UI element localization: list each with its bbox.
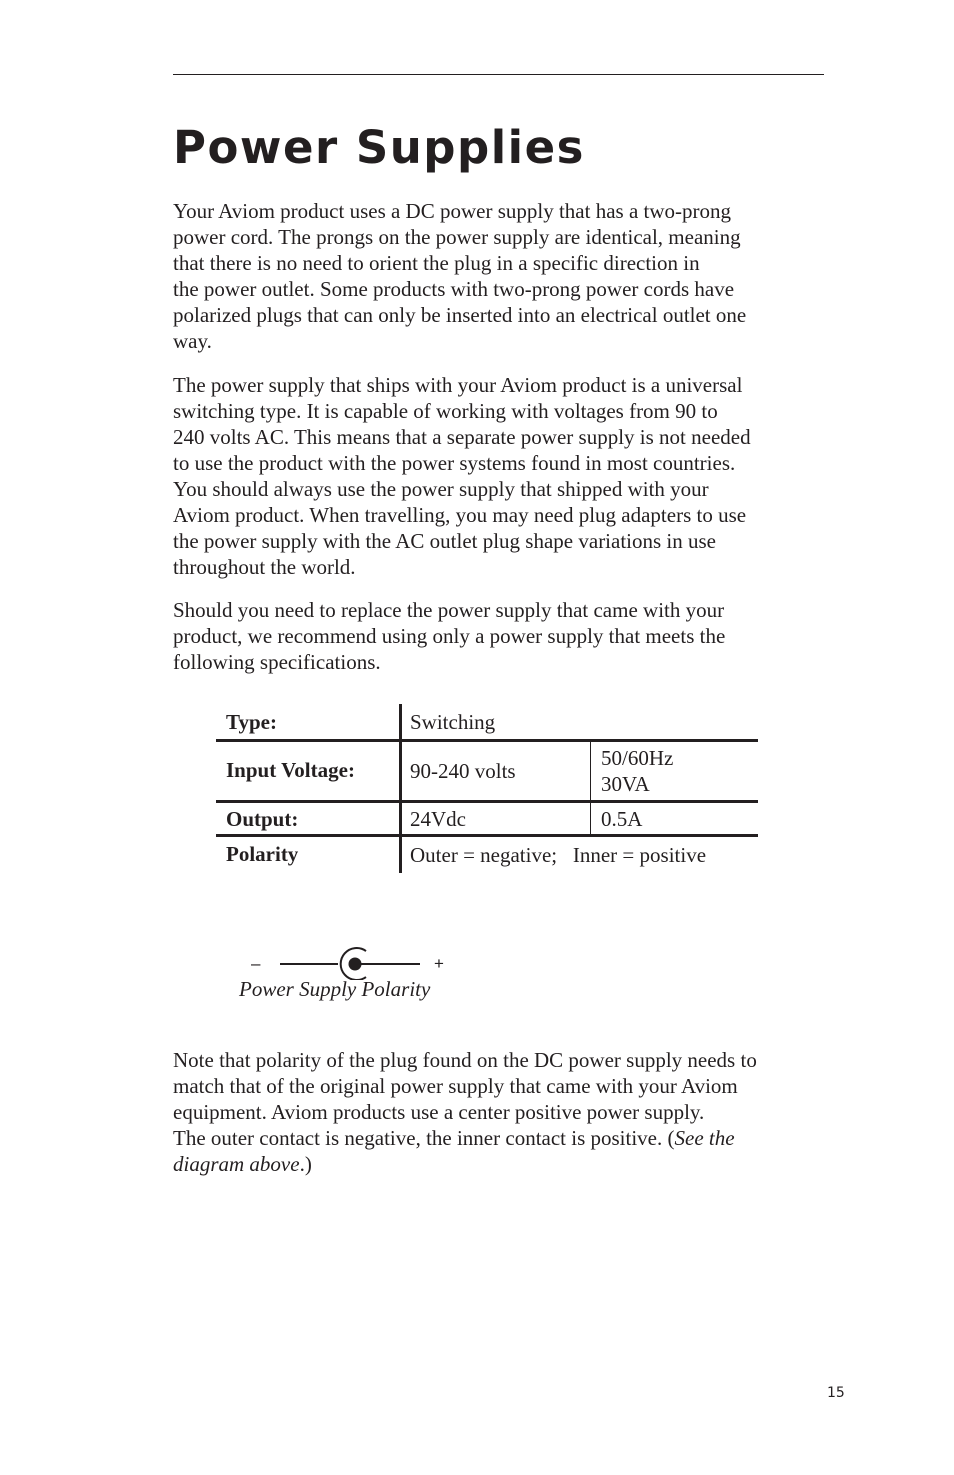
text-line: [173, 1151, 793, 1177]
table-row-divider: [216, 800, 758, 803]
text-line: Note that polarity of the plug found on the DC power supply needs to: [173, 1048, 757, 1072]
text-line: 240 volts AC. This means that a separate power supply is not needed: [173, 425, 751, 449]
replacement-paragraph: [173, 597, 793, 675]
input-voltage-value: 90-240 volts: [410, 759, 516, 783]
type-value: Switching: [410, 710, 496, 734]
intro-paragraph: [173, 198, 793, 354]
text-fragment: .): [299, 1152, 312, 1176]
text-line: match that of the original power supply that came with your Aviom: [173, 1074, 738, 1098]
text-line: way.: [173, 329, 212, 353]
negative-symbol: –: [251, 954, 261, 973]
output-voltage-value: 24Vdc: [410, 807, 466, 831]
text-line: product, we recommend using only a power supply that meets the: [173, 624, 726, 648]
text-line: the power supply with the AC outlet plug shape variations in use: [173, 529, 717, 553]
page-number: 15: [827, 1385, 845, 1401]
type-label: Type:: [226, 710, 277, 734]
text-line: that there is no need to orient the plug in a specific direction in: [173, 251, 700, 275]
text-line: You should always use the power supply that shipped with your: [173, 477, 709, 501]
input-frequency-value: 50/60Hz: [601, 746, 674, 770]
table-column-divider: [590, 740, 591, 836]
text-line: switching type. It is capable of working with voltages from 90 to: [173, 399, 718, 423]
text-line: Aviom product. When travelling, you may need plug adapters to use: [173, 503, 747, 527]
input-power-value: 30VA: [601, 772, 650, 796]
text-line: Your Aviom product uses a DC power supply that has a two-prong: [173, 199, 732, 223]
text-line: power cord. The prongs on the power supply are identical, meaning: [173, 225, 741, 249]
top-rule: [173, 74, 824, 75]
text-line: Should you need to replace the power supply that came with your: [173, 598, 725, 622]
input-voltage-label: Input Voltage:: [226, 758, 355, 782]
output-current-value: 0.5A: [601, 807, 643, 831]
diagram-reference: diagram above: [173, 1152, 300, 1176]
polarity-value: Outer = negative; Inner = positive: [410, 843, 707, 867]
table-column-divider: [399, 704, 402, 873]
polarity-note-paragraph: [173, 1047, 793, 1177]
universal-supply-paragraph: [173, 372, 793, 580]
text-line: the power outlet. Some products with two-prong power cords have: [173, 277, 735, 301]
positive-symbol: +: [434, 954, 444, 973]
text-line: equipment. Aviom products use a center positive power supply.: [173, 1100, 705, 1124]
text-fragment: The outer contact is negative, the inner contact is positive. (: [173, 1126, 675, 1150]
polarity-diagram: [230, 940, 470, 1010]
text-line: following specifications.: [173, 650, 381, 674]
table-row-divider: [216, 739, 758, 742]
table-row-divider: [216, 834, 758, 837]
text-line: throughout the world.: [173, 555, 356, 579]
diagram-reference: See the: [674, 1126, 735, 1150]
power-supply-spec-table: [216, 704, 758, 873]
page-title: Power Supplies: [173, 121, 585, 174]
polarity-label: Polarity: [226, 842, 299, 866]
text-line: to use the product with the power systems found in most countries.: [173, 451, 736, 475]
text-line: polarized plugs that can only be inserted into an electrical outlet one: [173, 303, 747, 327]
text-line: The power supply that ships with your Aviom product is a universal: [173, 373, 743, 397]
diagram-caption: Power Supply Polarity: [239, 977, 431, 1001]
text-line: [173, 1125, 793, 1151]
output-label: Output:: [226, 807, 299, 831]
